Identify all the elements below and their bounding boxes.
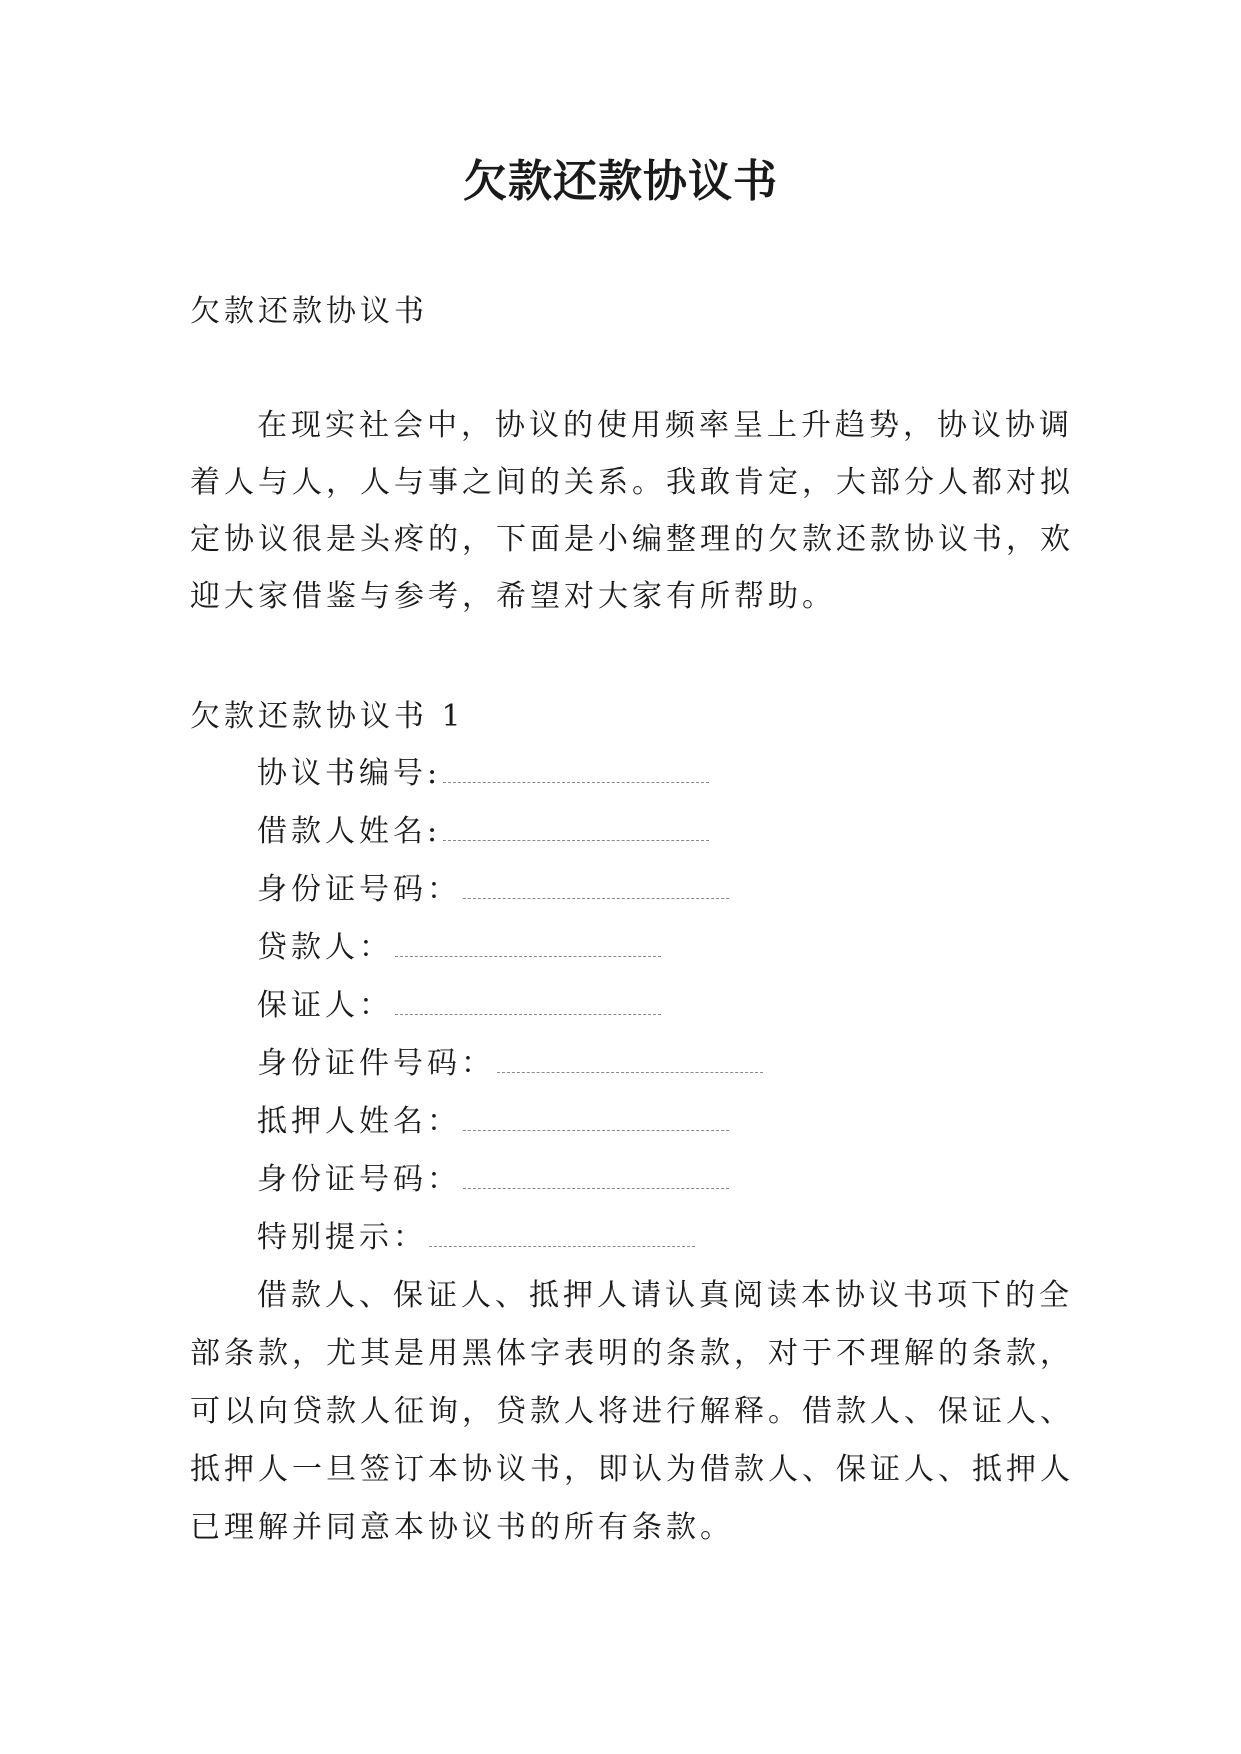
field-label: 身份证号码： [257,872,461,907]
blank-line [497,1046,763,1073]
notice-line: 可以向贷款人征询，贷款人将进行解释。借款人、保证人、 [190,1394,1074,1429]
blank-line [443,756,709,783]
document-subtitle: 欠款还款协议书 [190,294,428,329]
field-label: 身份证件号码： [257,1046,495,1081]
blank-line [463,1162,729,1189]
notice-line: 已理解并同意本协议书的所有条款。 [190,1510,734,1545]
field-id-number [257,870,729,910]
intro-line: 在现实社会中，协议的使用频率呈上升趋势，协议协调 [257,408,1073,443]
field-label: 抵押人姓名： [257,1104,461,1139]
section-heading: 欠款还款协议书 1 [190,699,465,734]
field-agreement-number [257,754,709,794]
intro-line: 着人与人，人与事之间的关系。我敢肯定，大部分人都对拟 [190,465,1074,500]
blank-line [443,814,709,841]
notice-line: 抵押人一旦签订本协议书，即认为借款人、保证人、抵押人 [190,1452,1074,1487]
field-label: 保证人： [257,988,393,1023]
blank-line [395,988,661,1015]
blank-line [463,1104,729,1131]
blank-line [463,872,729,899]
field-lender [257,928,661,968]
field-id-document-number [257,1044,763,1084]
notice-line: 部条款，尤其是用黑体字表明的条款，对于不理解的条款， [190,1336,1074,1371]
intro-line: 迎大家借鉴与参考，希望对大家有所帮助。 [190,579,836,614]
field-label: 贷款人： [257,930,393,965]
field-label: 借款人姓名: [257,814,442,849]
blank-line [429,1220,695,1247]
field-borrower-name [257,812,709,852]
notice-line: 借款人、保证人、抵押人请认真阅读本协议书项下的全 [257,1278,1073,1313]
document-title: 欠款还款协议书 [463,156,778,207]
field-label: 协议书编号: [257,756,442,791]
field-mortgagor-name [257,1102,729,1142]
field-special-notice [257,1218,695,1258]
field-guarantor [257,986,661,1026]
field-label: 特别提示： [257,1220,427,1255]
intro-line: 定协议很是头疼的，下面是小编整理的欠款还款协议书，欢 [190,522,1074,557]
field-id-number-2 [257,1160,729,1200]
blank-line [395,930,661,957]
field-label: 身份证号码： [257,1162,461,1197]
